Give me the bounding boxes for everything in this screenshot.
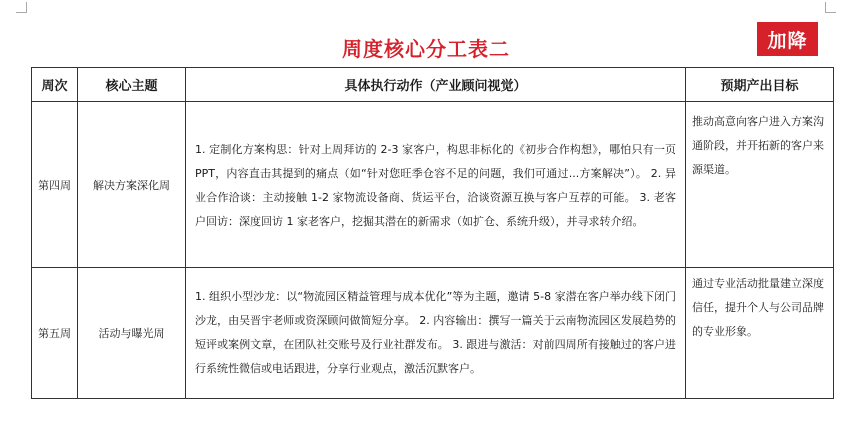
header-week: 周次 <box>32 68 78 102</box>
cell-action: 1. 组织小型沙龙：以“物流园区精益管理与成本优化”等为主题，邀请 5-8 家潜在客户举办线下闭门沙龙，由吴晋宇老师或资深顾问做简短分享。 2. 内容输出：撰写一篇关于云南物流园区发展趋势的短评或案例文章，在团队社交账号及行业社群发布。 3. 跟进与激活：对前四周所有接触过的客户进行系统性微信或电话跟进，分享行业观点，激活沉默客户。 <box>186 268 686 399</box>
cell-output: 通过专业活动批量建立深度信任，提升个人与公司品牌的专业形象。 <box>686 268 834 399</box>
cell-output: 推动高意向客户进入方案沟通阶段，并开拓新的客户来源渠道。 <box>686 102 834 268</box>
cell-action: 1. 定制化方案构思：针对上周拜访的 2-3 家客户，构思非标化的《初步合作构想》，哪怕只有一页 PPT，内容直击其提到的痛点（如“针对您旺季仓容不足的问题，我们可通过...方案解决”）。 2. 异业合作洽谈：主动接触 1-2 家物流设备商、货运平台，洽谈资源互换与客户互荐的可能。 3. 老客户回访：深度回访 1 家老客户，挖掘其潜在的新需求（如扩仓、系统升级），并寻求转介绍。 <box>186 102 686 268</box>
cell-week: 第四周 <box>32 102 78 268</box>
header-output: 预期产出目标 <box>686 68 834 102</box>
header-theme: 核心主题 <box>78 68 186 102</box>
schedule-table <box>31 67 834 399</box>
table-row <box>32 268 834 399</box>
cell-week: 第五周 <box>32 268 78 399</box>
header-action: 具体执行动作（产业顾问视觉） <box>186 68 686 102</box>
table-row <box>32 102 834 268</box>
page-title: 周度核心分工表二 <box>342 37 510 61</box>
page-corner-mark <box>825 2 836 13</box>
page-corner-mark <box>16 2 27 13</box>
table-header-row <box>32 68 834 102</box>
brand-logo: 加降 <box>757 22 818 56</box>
cell-theme: 活动与曝光周 <box>78 268 186 399</box>
cell-theme: 解决方案深化周 <box>78 102 186 268</box>
